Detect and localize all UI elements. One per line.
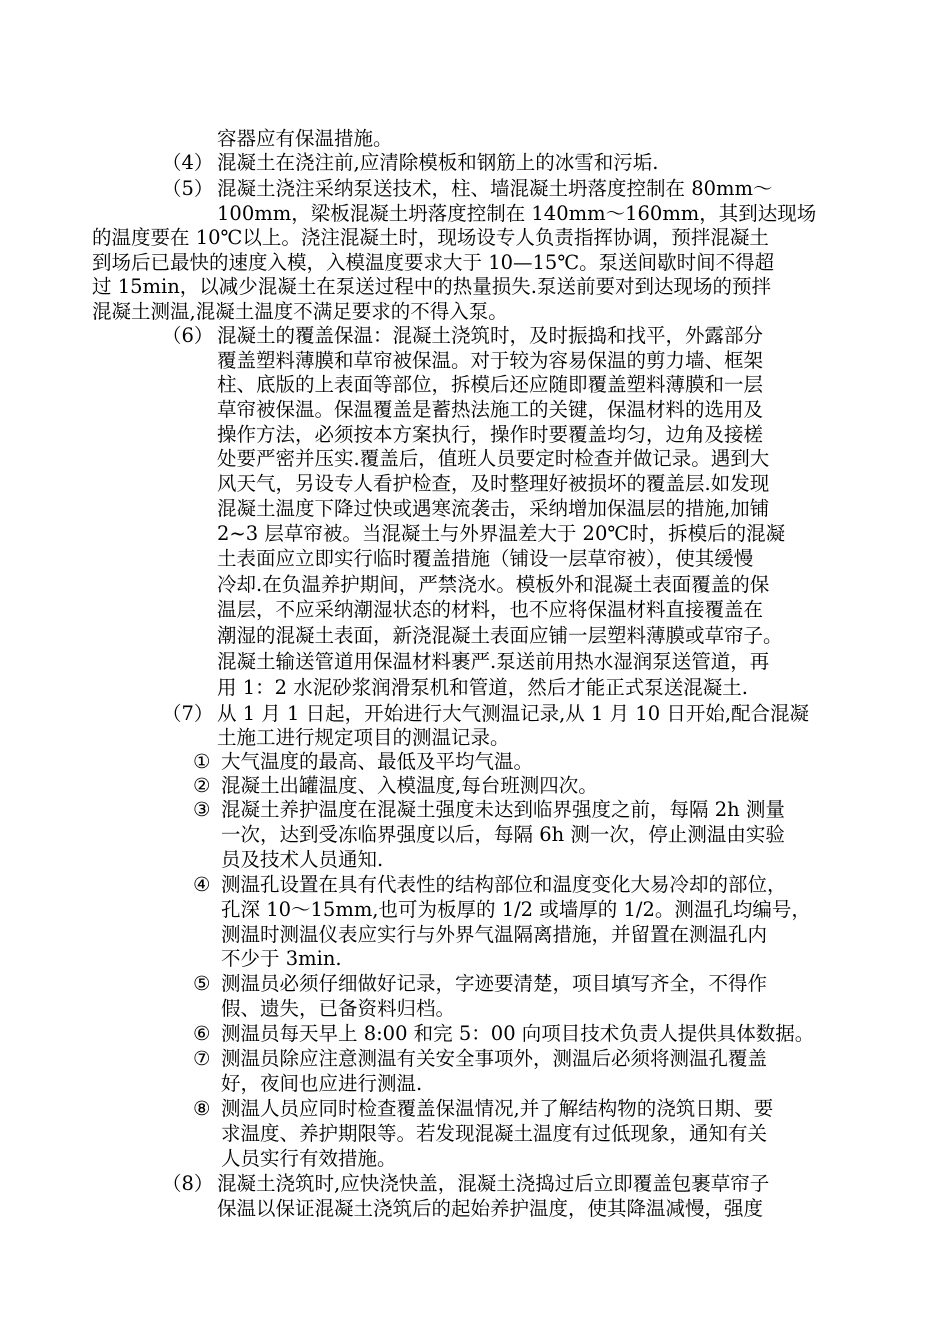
sub-item-number: ③ xyxy=(193,798,211,821)
text-line: 的温度要在 10℃以上。浇注混凝土时，现场设专人负责指挥协调，预拌混凝土 xyxy=(92,226,769,249)
text-line: 不少于 3min. xyxy=(221,947,342,970)
text-line: 一次，达到受冻临界强度以后，每隔 6h 测一次，停止测温由实验 xyxy=(221,823,785,846)
text-line: 覆盖塑料薄膜和草帘被保温。对于较为容易保温的剪力墙、框架 xyxy=(217,349,764,372)
sub-item-number: ⑤ xyxy=(193,972,211,995)
text-line: 风天气，另设专人看护检查，及时整理好被损坏的覆盖层.如发现 xyxy=(217,472,770,495)
text-line: 测温人员应同时检查覆盖保温情况,并了解结构物的浇筑日期、要 xyxy=(221,1097,774,1120)
text-line: 混凝土浇注采纳泵送技术，柱、墙混凝土坍落度控制在 80mm～ xyxy=(217,177,773,200)
text-line: 土表面应立即实行临时覆盖措施（铺设一层草帘被），使其缓慢 xyxy=(217,547,754,570)
text-line: 测温时测温仪表应实行与外界气温隔离措施，并留置在测温孔内 xyxy=(221,923,768,946)
sub-item-number: ⑧ xyxy=(193,1097,211,1120)
text-line: 潮湿的混凝土表面，新浇混凝土表面应铺一层塑料薄膜或草帘子。 xyxy=(217,624,783,647)
text-line: 温层，不应采纳潮湿状态的材料，也不应将保温材料直接覆盖在 xyxy=(217,598,764,621)
text-line: 混凝土温度下降过快或遇寒流袭击，采纳增加保温层的措施,加铺 xyxy=(217,497,770,520)
text-line: 保温以保证混凝土浇筑后的起始养护温度，使其降温减慢，强度 xyxy=(217,1197,764,1220)
item-number: （5） xyxy=(162,177,214,200)
text-line: 混凝土测温,混凝土温度不满足要求的不得入泵。 xyxy=(92,300,508,323)
text-line: 用 1：2 水泥砂浆润滑泵机和管道，然后才能正式泵送混凝土. xyxy=(217,676,748,699)
text-line: 2~3 层草帘被。当混凝土与外界温差大于 20℃时，拆模后的混凝 xyxy=(217,522,786,545)
text-line: 大气温度的最高、最低及平均气温。 xyxy=(221,750,534,773)
text-line: 处要严密并压实.覆盖后，值班人员要定时检查并做记录。遇到大 xyxy=(217,447,770,470)
item-number: （6） xyxy=(162,324,214,347)
text-line: 员及技术人员通知. xyxy=(221,848,384,871)
text-line: 假、遗失，已备资料归档。 xyxy=(221,997,456,1020)
item-number: （4） xyxy=(162,151,214,174)
sub-item-number: ④ xyxy=(193,873,211,896)
text-line: 土施工进行规定项目的测温记录。 xyxy=(217,726,510,749)
text-line: 求温度、养护期限等。若发现混凝土温度有过低现象，通知有关 xyxy=(221,1122,768,1145)
sub-item-number: ① xyxy=(193,750,211,773)
text-line: 冷却.在负温养护期间，严禁浇水。模板外和混凝土表面覆盖的保 xyxy=(217,573,770,596)
text-line: 混凝土出罐温度、入模温度,每台班测四次。 xyxy=(221,774,598,797)
text-line: 混凝土在浇注前,应清除模板和钢筋上的冰雪和污垢. xyxy=(217,151,659,174)
text-line: 好，夜间也应进行测温. xyxy=(221,1072,423,1095)
text-line: 孔深 10～15mm,也可为板厚的 1/2 或墙厚的 1/2。测温孔均编号， xyxy=(221,898,811,921)
text-line: 测温员每天早上 8:00 和完 5：00 向项目技术负责人提供具体数据。 xyxy=(221,1022,815,1045)
text-line: 操作方法，必须按本方案执行，操作时要覆盖均匀，边角及接槎 xyxy=(217,423,764,446)
text-line: 100mm，梁板混凝土坍落度控制在 140mm～160mm，其到达现场 xyxy=(217,202,817,225)
text-line: 人员实行有效措施。 xyxy=(221,1147,397,1170)
text-line: 测温孔设置在具有代表性的结构部位和温度变化大易冷却的部位， xyxy=(221,873,787,896)
text-line: 到场后已最快的速度入模，入模温度要求大于 10—15℃。泵送间歇时间不得超 xyxy=(92,251,775,274)
text-line: 容器应有保温措施。 xyxy=(217,127,393,150)
sub-item-number: ⑦ xyxy=(193,1047,211,1070)
item-number: （8） xyxy=(162,1172,214,1195)
text-line: 测温员除应注意测温有关安全事项外，测温后必须将测温孔覆盖 xyxy=(221,1047,768,1070)
text-line: 柱、底版的上表面等部位，拆模后还应随即覆盖塑料薄膜和一层 xyxy=(217,373,764,396)
text-line: 草帘被保温。保温覆盖是蓄热法施工的关键，保温材料的选用及 xyxy=(217,398,764,421)
text-line: 混凝土浇筑时,应快浇快盖，混凝土浇捣过后立即覆盖包裹草帘子 xyxy=(217,1172,770,1195)
sub-item-number: ⑥ xyxy=(193,1022,211,1045)
text-line: 测温员必须仔细做好记录，字迹要清楚，项目填写齐全，不得作 xyxy=(221,972,768,995)
text-line: 混凝土输送管道用保温材料裹严.泵送前用热水湿润泵送管道，再 xyxy=(217,650,770,673)
text-line: 过 15min，以减少混凝土在泵送过程中的热量损失.泵送前要对到达现场的预拌 xyxy=(92,275,771,298)
item-number: （7） xyxy=(162,702,214,725)
text-line: 混凝土养护温度在混凝土强度未达到临界强度之前，每隔 2h 测量 xyxy=(221,798,785,821)
text-line: 混凝土的覆盖保温：混凝土浇筑时，及时振捣和找平，外露部分 xyxy=(217,324,764,347)
text-line: 从 1 月 1 日起，开始进行大气测温记录,从 1 月 10 日开始,配合混凝 xyxy=(217,702,810,725)
sub-item-number: ② xyxy=(193,774,211,797)
